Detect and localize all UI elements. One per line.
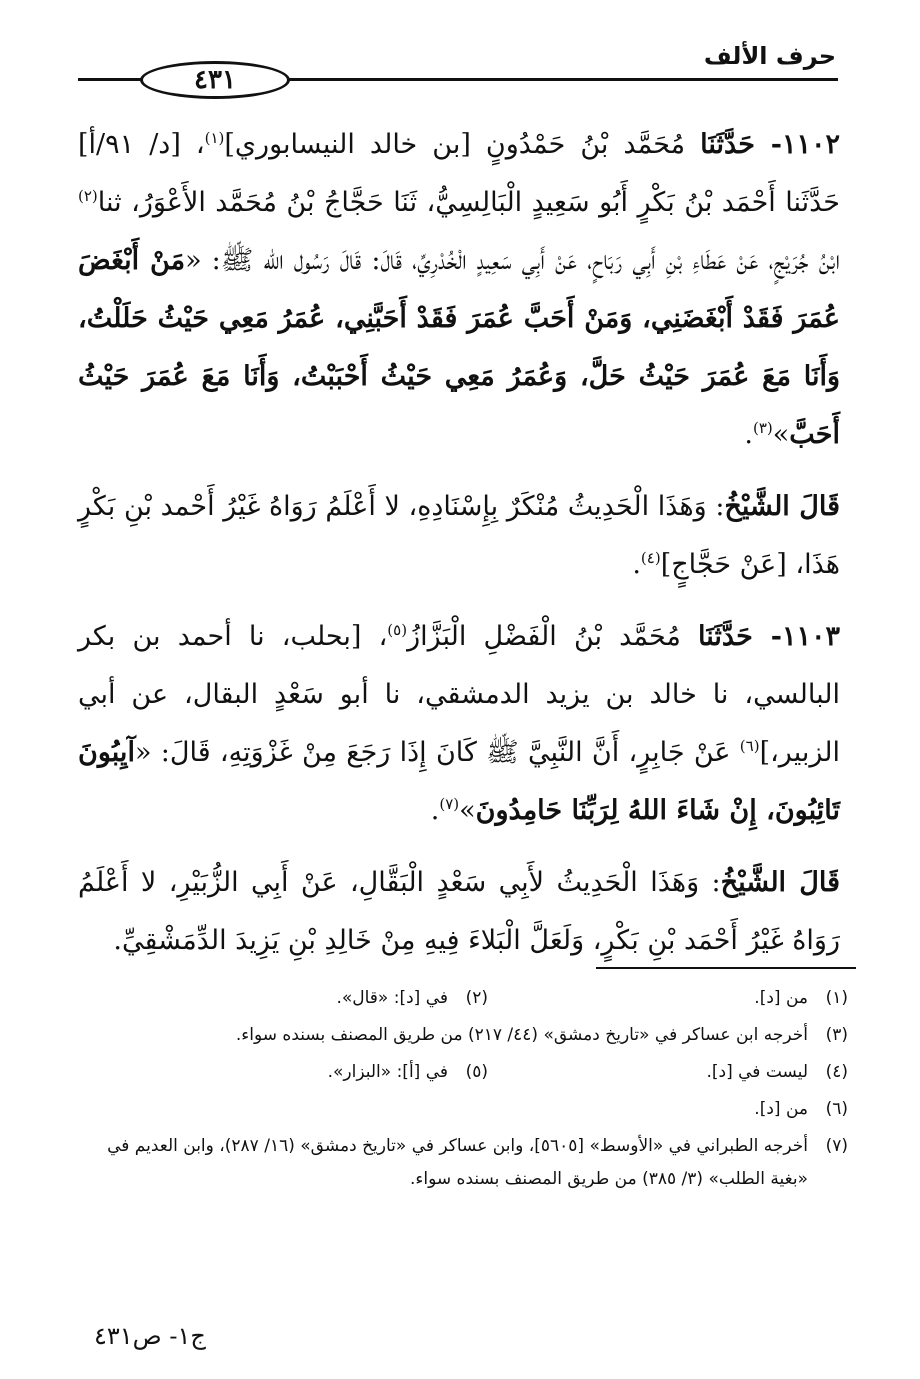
footnote-1 xyxy=(488,982,848,1015)
text-segment: عَنْ جَابِرٍ، أَنَّ النَّبِيَّ ﷺ كَانَ إِذَا رَجَعَ مِنْ غَزْوَتِهِ، قَالَ: « xyxy=(134,737,740,768)
text-segment: حَدَّثَنَا xyxy=(700,129,755,160)
footnote-3 xyxy=(78,1019,848,1052)
text-segment: قَالَ الشَّيْخُ xyxy=(724,491,840,522)
page-footer: ج١- ص٤٣١ xyxy=(94,1322,206,1350)
text-segment: ، [بحلب، نا أحمد بن بكر البالسي، نا خالد بن يزيد الدمشقي، نا أبو سَعْدٍ البقال، عن أبي الزبير،] xyxy=(78,621,840,768)
footnote-number: (١) xyxy=(825,988,848,1008)
footnote-marker: (٦) xyxy=(739,737,760,755)
footnote-separator xyxy=(596,967,856,969)
footnote-5 xyxy=(128,1056,488,1089)
footnote-marker: (٣) xyxy=(752,419,773,437)
text-segment: ١١٠٢- xyxy=(754,129,840,160)
paragraph xyxy=(78,854,840,970)
text-segment: ابْنُ جُرَيْجٍ، عَنْ عَطَاءِ بْنِ أَبِي رَبَاحٍ، عَنْ أَبِي سَعِيدٍ الْخُدْرِيِّ، قَالَ: قَالَ رَسُول الله ﷺ: « xyxy=(185,245,840,276)
text-segment: ١١٠٣- xyxy=(752,621,840,652)
footnote-marker: (١) xyxy=(204,129,225,147)
text-segment: مُحَمَّد بْنُ حَمْدُونٍ [بن خالد النيسابوري] xyxy=(224,129,701,160)
text-segment: : وَهَذَا الْحَدِيثُ مُنْكَرٌ بِإِسْنَادِهِ، لا أَعْلَمُ رَوَاهُ غَيْرُ أَحْمد بْنِ بَكْرٍ هَذَا، [عَنْ حَجَّاجٍ] xyxy=(78,491,840,580)
footnote-number: (٧) xyxy=(825,1136,848,1156)
text-segment: » xyxy=(459,795,476,826)
footnote-text: من [د]. xyxy=(754,988,808,1008)
footnote-text: ليست في [د]. xyxy=(706,1062,808,1082)
paragraph xyxy=(78,116,840,464)
footnote-number: (٥) xyxy=(465,1062,488,1082)
footnote-text: في [د]: «قال». xyxy=(336,988,448,1008)
text-segment: . xyxy=(632,549,641,580)
text-segment: حَدَّثَنَا xyxy=(698,621,753,652)
text-segment: . xyxy=(744,419,753,450)
footnote-marker: (٧) xyxy=(439,795,460,813)
footnote-7 xyxy=(78,1130,848,1196)
footnotes xyxy=(78,982,848,1200)
footnote-row xyxy=(78,1093,848,1126)
text-segment: : وَهَذَا الْحَدِيثُ لأَبِي سَعْدٍ الْبَقَّالِ، عَنْ أَبِي الزُّبَيْرِ، لا أَعْلَمُ رَوَاهُ غَيْرُ أَحْمَد بْنِ بَكْرٍ، وَلَعَلَّ الْبَلاءَ فِيهِ مِنْ خَالِدِ بْنِ يَزِيدَ الدِّمَشْقِيِّ. xyxy=(78,867,840,956)
footnote-number: (٦) xyxy=(825,1099,848,1119)
page-number: ٤٣١ xyxy=(140,61,290,99)
page-header xyxy=(78,40,838,120)
paragraph xyxy=(78,478,840,594)
footnote-2 xyxy=(128,982,488,1015)
footnote-6 xyxy=(78,1093,848,1126)
footnote-text: أخرجه الطبراني في «الأوسط» [٥٦٠٥]، وابن عساكر في «تاريخ دمشق» (١٦/ ٢٨٧)، وابن العديم في «بغية الطلب» (٣/ ٣٨٥) من طريق المصنف بسنده سواء. xyxy=(107,1136,808,1189)
footnote-text: من [د]. xyxy=(754,1099,808,1119)
footnote-text: في [أ]: «البزار». xyxy=(327,1062,448,1082)
footnote-marker: (٥) xyxy=(387,621,408,639)
footnote-number: (٤) xyxy=(825,1062,848,1082)
text-segment: مَنْ أَبْغَضَ عُمَرَ فَقَدْ أَبْغَضَنِي، وَمَنْ أَحَبَّ عُمَرَ فَقَدْ أَحَبَّنِي، عُمَرُ مَعِي حَيْثُ حَلَلْتُ، وَأَنَا مَعَ عُمَرَ حَيْثُ حَلَّ، وَعُمَرُ مَعِي حَيْثُ أَحْبَبْتُ، وَأَنَا مَعَ عُمَرَ حَيْثُ أَحَبَّ xyxy=(78,245,840,450)
text-segment: . xyxy=(430,795,440,826)
footnote-row xyxy=(78,1019,848,1052)
footnote-marker: (٢) xyxy=(78,187,98,205)
text-segment: آيِبُونَ تَائِبُونَ، إِنْ شَاءَ اللهُ لِرَبِّنَا حَامِدُونَ xyxy=(78,737,840,826)
text-segment: ، [د/ ٩١/أ] حَدَّثَنا أَحْمَد بْنُ بَكْرٍ أَبُو سَعِيدٍ الْبَالِسِيُّ، ثَنَا حَجَّاجُ بْنُ مُحَمَّد الأَعْوَرُ، ثنا xyxy=(78,129,840,218)
paragraph xyxy=(78,608,840,840)
footnote-marker: (٤) xyxy=(640,549,661,567)
footnote-row xyxy=(78,982,848,1015)
footnote-row xyxy=(78,1056,848,1089)
footnote-number: (٢) xyxy=(465,988,488,1008)
footnote-number: (٣) xyxy=(825,1025,848,1045)
footnote-row xyxy=(78,1130,848,1196)
text-segment: » xyxy=(772,419,790,450)
text-segment: مُحَمَّد بْنُ الْفَضْلِ الْبَزَّازُ xyxy=(407,621,699,652)
footnote-text: أخرجه ابن عساكر في «تاريخ دمشق» (٤٤/ ٢١٧) من طريق المصنف بسنده سواء. xyxy=(235,1025,808,1045)
footnote-4 xyxy=(488,1056,848,1089)
text-segment: قَالَ الشَّيْخُ xyxy=(720,867,841,898)
main-text xyxy=(78,116,840,984)
chapter-title: حرف الألف xyxy=(703,42,836,70)
